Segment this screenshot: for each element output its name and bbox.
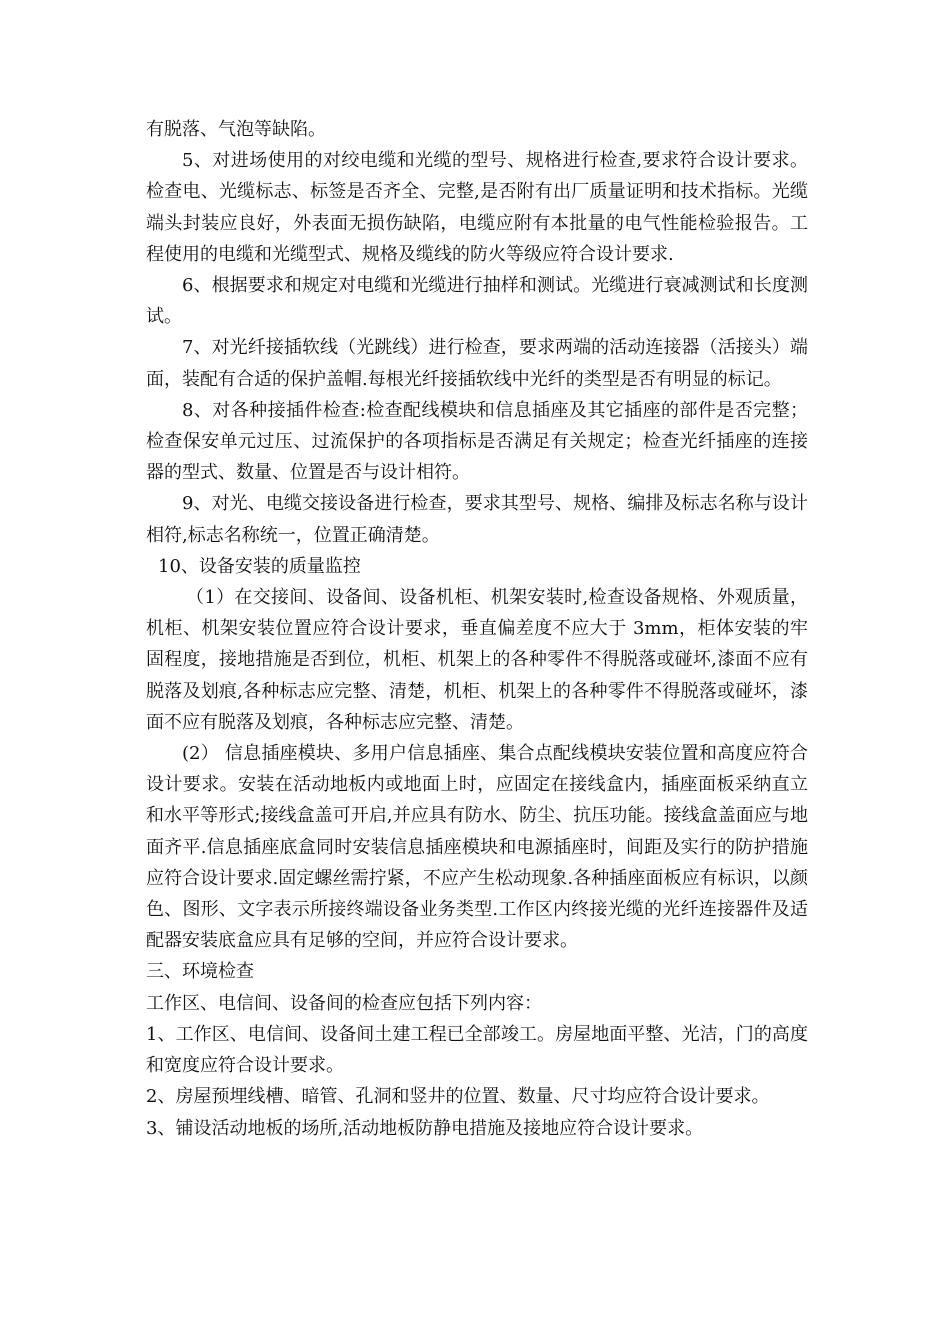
paragraph-environment-3: 3、铺设活动地板的场所,活动地板防静电措施及接地应符合设计要求。 bbox=[146, 1117, 704, 1139]
paragraph-environment-1: 1、工作区、电信间、设备间土建工程已全部竣工。房屋地面平整、光洁，门的高度和宽度应符合设计要求。 bbox=[146, 1023, 808, 1077]
section-heading-environment: 三、环境检查 bbox=[146, 961, 254, 983]
paragraph-item-7: 7、对光纤接插软线（光跳线）进行检查，要求两端的活动连接器（活接头）端面，装配有合适的保护盖帽.每根光纤接插软线中光纤的类型是否有明显的标记。 bbox=[146, 337, 808, 390]
paragraph-item-6: 6、根据要求和规定对电缆和光缆进行抽样和测试。光缆进行衰减测试和长度测试。 bbox=[146, 275, 808, 328]
paragraph-item-5: 5、对进场使用的对绞电缆和光缆的型号、规格进行检查,要求符合设计要求。检查电、光缆标志、标签是否齐全、完整,是否附有出厂质量证明和技术指标。光缆端头封装应良好，外表面无损伤缺陷，电缆应附有本批量的电气性能检验报告。工程使用的电缆和光缆型式、规格及缆线的防火等级应符合设计要求. bbox=[146, 150, 808, 265]
paragraph-environment-intro: 工作区、电信间、设备间的检查应包括下列内容： bbox=[146, 992, 542, 1014]
paragraph-environment-2: 2、房屋预埋线槽、暗管、孔洞和竖井的位置、数量、尺寸均应符合设计要求。 bbox=[146, 1086, 770, 1108]
paragraph-sub-2: (2） 信息插座模块、多用户信息插座、集合点配线模块安装位置和高度应符合设计要求。安装在活动地板内或地面上时，应固定在接线盒内，插座面板采纳直立和水平等形式;接线盒盖可开启,并应具有防水、防尘、抗压功能。接线盒盖面应与地面齐平.信息插座底盒同时安装信息插座模块和电源插座时，间距及实行的防护措施应符合设计要求.固定螺丝需拧紧，不应产生松动现象.各种插座面板应有标识，以颜色、图形、文字表示所接终端设备业务类型.工作区内终接光缆的光纤连接器件及适配器安装底盒应具有足够的空间，并应符合设计要求。 bbox=[146, 743, 808, 952]
paragraph-sub-1: （1）在交接间、设备间、设备机柜、机架安装时,检查设备规格、外观质量，机柜、机架安装位置应符合设计要求，垂直偏差度不应大于 3mm，柜体安装的牢固程度，接地措施是否到位，机柜、机架上的各种零件不得脱落或碰坏,漆面不应有脱落及划痕,各种标志应完整、清楚，机柜、机架上的各种零件不得脱落或碰坏，漆面不应有脱落及划痕，各种标志应完整、清楚。 bbox=[146, 587, 808, 733]
paragraph-item-8: 8、对各种接插件检查:检查配线模块和信息插座及其它插座的部件是否完整；检查保安单元过压、过流保护的各项指标是否满足有关规定；检查光纤插座的连接器的型式、数量、位置是否与设计相符。 bbox=[146, 399, 808, 484]
section-heading-10: 10、设备安装的质量监控 bbox=[158, 555, 361, 577]
paragraph-continuation: 有脱落、气泡等缺陷。 bbox=[146, 119, 326, 140]
document-body bbox=[146, 114, 808, 1144]
paragraph-item-9: 9、对光、电缆交接设备进行检查，要求其型号、规格、编排及标志名称与设计相符,标志名称统一，位置正确清楚。 bbox=[146, 493, 808, 546]
